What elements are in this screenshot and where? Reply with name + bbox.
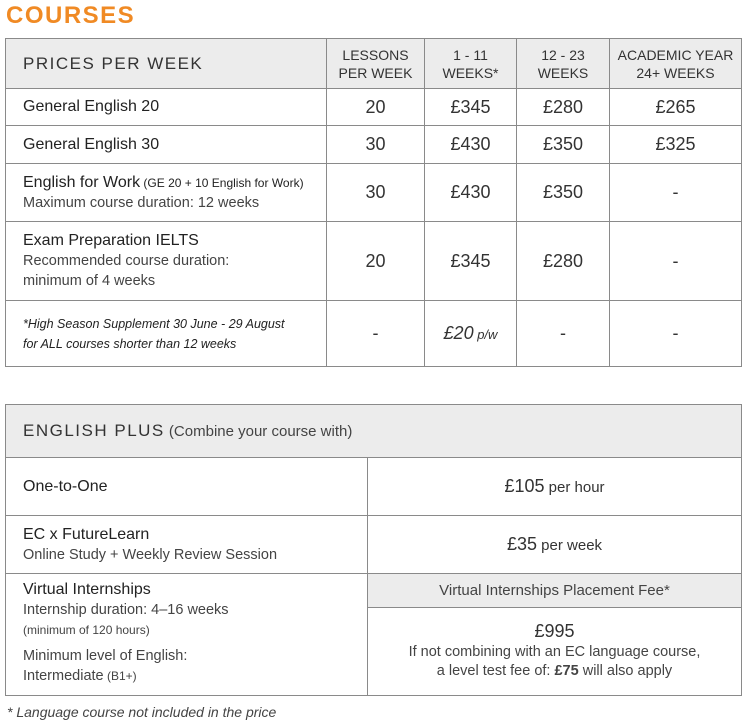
- page-title: COURSES: [6, 2, 136, 29]
- service-name: Virtual Internships: [23, 581, 151, 598]
- course-subtext: Recommended course duration: minimum of 4 weeks: [23, 253, 230, 289]
- service-price: £35: [506, 534, 537, 554]
- price-12-23: £350: [517, 126, 610, 164]
- prices-header-row: [6, 39, 742, 89]
- supplement-row: [6, 301, 742, 367]
- price-1-11: £345: [425, 89, 517, 126]
- lessons-value: 30: [327, 126, 425, 164]
- col-12-23-weeks: [517, 39, 610, 89]
- service-cell: [6, 574, 368, 696]
- service-subtext: Intermediate: [23, 668, 104, 684]
- service-price-cell: [368, 458, 742, 516]
- course-name-note: (GE 20 + 10 English for Work): [140, 175, 304, 190]
- supplement-note: *High Season Supplement 30 June - 29 August for ALL courses shorter than 12 weeks: [6, 301, 327, 367]
- service-name: One-to-One: [6, 458, 368, 516]
- english-plus-title: ENGLISH PLUS: [23, 421, 165, 440]
- service-price-cell: [368, 516, 742, 574]
- service-unit: per hour: [544, 479, 605, 496]
- col-label: ACADEMIC YEAR 24+ WEEKS: [617, 46, 734, 81]
- price-12-23: £280: [517, 89, 610, 126]
- supplement-price: £20: [443, 323, 474, 343]
- table-row: [6, 89, 742, 126]
- fee-note: will also apply: [578, 663, 673, 679]
- english-plus-table: [5, 404, 742, 696]
- price-1-11: £430: [425, 126, 517, 164]
- service-cell: [6, 516, 368, 574]
- lessons-value: 20: [327, 89, 425, 126]
- course-name: General English 20: [6, 89, 327, 126]
- col-label: 12 - 23 WEEKS: [537, 46, 589, 81]
- lessons-value: 30: [327, 164, 425, 222]
- price-academic: £265: [610, 89, 742, 126]
- table-row: [6, 574, 742, 608]
- table-row: [6, 164, 742, 222]
- price-academic: £325: [610, 126, 742, 164]
- fee-note-amount: £75: [554, 663, 579, 679]
- service-subtext-small: (minimum of 120 hours): [23, 623, 150, 637]
- col-label: LESSONS PER WEEK: [338, 46, 413, 81]
- english-plus-subtitle: (Combine your course with): [164, 423, 353, 440]
- price-academic: -: [610, 222, 742, 301]
- price-academic: -: [610, 164, 742, 222]
- col-label: 1 - 11 WEEKS*: [442, 46, 499, 81]
- col-lessons: [327, 39, 425, 89]
- course-cell: [6, 222, 327, 301]
- price-1-11: £345: [425, 222, 517, 301]
- service-unit: per week: [537, 537, 603, 554]
- service-subtext: Internship duration: 4–16 weeks: [23, 602, 229, 618]
- price-12-23: £280: [517, 222, 610, 301]
- fee-note: a level test fee of:: [436, 663, 555, 679]
- course-cell: [6, 164, 327, 222]
- course-name: English for Work: [23, 173, 141, 191]
- course-name: Exam Preparation IELTS: [23, 232, 199, 249]
- fee-cell: [368, 608, 742, 696]
- service-name: EC x FutureLearn: [23, 525, 150, 543]
- english-plus-header: [6, 405, 742, 458]
- fee-note: If not combining with an EC language course,: [408, 644, 701, 660]
- fee-price: £995: [534, 621, 575, 641]
- service-subtext: Online Study + Weekly Review Session: [23, 546, 278, 563]
- supplement-unit-text: p/w: [473, 327, 498, 342]
- table-row: [6, 222, 742, 301]
- service-subtext: Minimum level of English:: [23, 648, 188, 664]
- prices-header: PRICES PER WEEK: [6, 39, 327, 89]
- lessons-value: -: [327, 301, 425, 367]
- price-1-11: £430: [425, 164, 517, 222]
- table-row: [6, 516, 742, 574]
- price-12-23: -: [517, 301, 610, 367]
- price-12-23: £350: [517, 164, 610, 222]
- course-subtext: Maximum course duration: 12 weeks: [23, 194, 260, 211]
- english-plus-header-row: [6, 405, 742, 458]
- service-price: £105: [504, 476, 545, 496]
- supplement-price-cell: [425, 301, 517, 367]
- supplement-unit: [474, 323, 498, 343]
- col-academic-year: [610, 39, 742, 89]
- course-name: General English 30: [6, 126, 327, 164]
- footnote: * Language course not included in the price: [7, 704, 277, 720]
- fee-header: Virtual Internships Placement Fee*: [368, 574, 742, 608]
- table-row: [6, 126, 742, 164]
- prices-table: [5, 38, 742, 367]
- table-row: [6, 458, 742, 516]
- service-subtext-small: (B1+): [103, 669, 137, 683]
- col-1-11-weeks: [425, 39, 517, 89]
- price-academic: -: [610, 301, 742, 367]
- lessons-value: 20: [327, 222, 425, 301]
